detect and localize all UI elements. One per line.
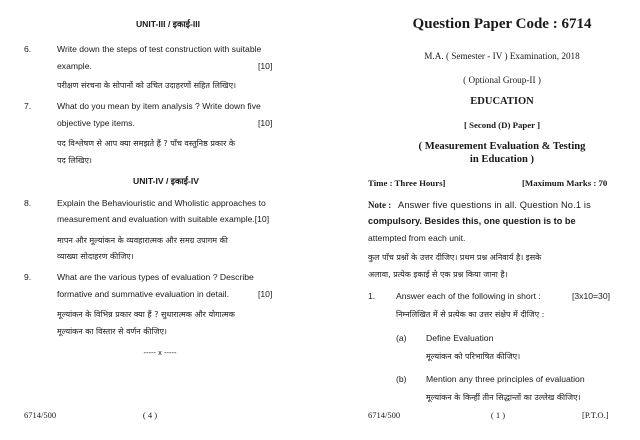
q9-number: 9. bbox=[24, 272, 32, 282]
right-page bbox=[320, 0, 640, 440]
left-footer-code: 6714/500 bbox=[24, 410, 57, 420]
q7-hi-line2: पद लिखिए। bbox=[57, 156, 92, 165]
right-footer-code: 6714/500 bbox=[368, 410, 401, 420]
unit4-heading: UNIT-IV / इकाई-IV bbox=[133, 176, 199, 186]
paper-title-line1: ( Measurement Evaluation & Testing bbox=[418, 141, 586, 152]
right-footer-page: ( 1 ) bbox=[490, 410, 506, 420]
qb-en: Mention any three principles of evaluation bbox=[426, 374, 585, 384]
q7-marks: [10] bbox=[258, 118, 273, 128]
q6-hi-line1: परीक्षण संरचना के सोपानों को उचित उदाहरणों सहित लिखिए। bbox=[57, 81, 237, 90]
q6-en-line1: Write down the steps of test construction with suitable bbox=[57, 44, 262, 54]
unit3-heading: UNIT-III / इकाई-III bbox=[135, 19, 201, 29]
q1-en: Answer each of the following in short : bbox=[396, 291, 541, 301]
q1-marks: [3x10=30] bbox=[572, 291, 610, 301]
q9-hi-line1: मूल्यांकन के विभिन्न प्रकार क्या हैं ? सुधारात्मक और योगात्मक bbox=[57, 310, 235, 319]
note-label: Note : bbox=[368, 200, 392, 210]
q1-number: 1. bbox=[368, 291, 376, 301]
maximum-marks: [Maximum Marks : 70 bbox=[522, 178, 608, 188]
q7-number: 7. bbox=[24, 101, 32, 111]
q6-number: 6. bbox=[24, 44, 32, 54]
q7-en-line1: What do you mean by item analysis ? Write down five bbox=[57, 101, 261, 111]
q7-en-line2: objective type items. bbox=[57, 118, 135, 128]
q8-hi-line2: व्याख्या सोदाहरण कीजिए। bbox=[57, 252, 134, 261]
q6-marks: [10] bbox=[258, 61, 273, 71]
note-hi-line2: अलावा, प्रत्येक इकाई से एक प्रश्न किया जाना है। bbox=[368, 270, 508, 279]
q8-en-line1: Explain the Behaviouristic and Wholistic approaches to bbox=[57, 198, 266, 208]
q9-marks: [10] bbox=[258, 289, 273, 299]
optional-group: ( Optional Group-II ) bbox=[463, 75, 541, 85]
q8-en-line2: measurement and evaluation with suitable example.[10] bbox=[57, 214, 270, 224]
q7-hi-line1: पद विश्लेषण से आप क्या समझते हैं ? पाँच वस्तुनिष्ठ प्रकार के bbox=[57, 139, 236, 148]
q8-hi-line1: मापन और मूल्यांकन के व्यवहारात्मक और समग्र उपागम की bbox=[57, 236, 228, 245]
qb-hi: मूल्यांकन के किन्हीं तीन सिद्धान्तों का उल्लेख कीजिए। bbox=[426, 393, 581, 402]
paper-number: [ Second (D) Paper ] bbox=[463, 120, 541, 130]
paper-code: Question Paper Code : 6714 bbox=[412, 16, 592, 32]
end-mark: ----- x ----- bbox=[143, 348, 177, 357]
time-allowed: Time : Three Hours] bbox=[368, 178, 446, 188]
q8-number: 8. bbox=[24, 198, 32, 208]
q9-hi-line2: मूल्यांकन का विस्तार से वर्णन कीजिए। bbox=[57, 327, 167, 336]
q9-en-line1: What are the various types of evaluation ? Describe bbox=[57, 272, 254, 282]
pto-mark: [P.T.O.] bbox=[582, 410, 609, 420]
qa-hi: मूल्यांकन को परिभाषित कीजिए। bbox=[426, 352, 521, 361]
subject: EDUCATION bbox=[470, 96, 534, 107]
qa-label: (a) bbox=[396, 333, 407, 343]
q6-en-line2: example. bbox=[57, 61, 92, 71]
note-en-line2: compulsory. Besides this, one question is to be bbox=[368, 216, 576, 226]
qb-label: (b) bbox=[396, 374, 407, 384]
q1-hi: निम्नलिखित में से प्रत्येक का उत्तर संक्षेप में दीजिए : bbox=[396, 310, 545, 319]
note-en-line3: attempted from each unit. bbox=[368, 233, 466, 243]
qa-en: Define Evaluation bbox=[426, 333, 494, 343]
paper-title-line2: in Education ) bbox=[469, 154, 535, 165]
q9-en-line2: formative and summative evaluation in detail. bbox=[57, 289, 229, 299]
note-en-line1: Answer five questions in all. Question No.1 is bbox=[398, 200, 591, 210]
note-hi-line1: कुल पाँच प्रश्नों के उत्तर दीजिए। प्रथम प्रश्न अनिवार्य है। इसके bbox=[368, 253, 542, 262]
exam-title: M.A. ( Semester - IV ) Examination, 2018 bbox=[424, 51, 580, 61]
left-footer-page: ( 4 ) bbox=[142, 410, 158, 420]
